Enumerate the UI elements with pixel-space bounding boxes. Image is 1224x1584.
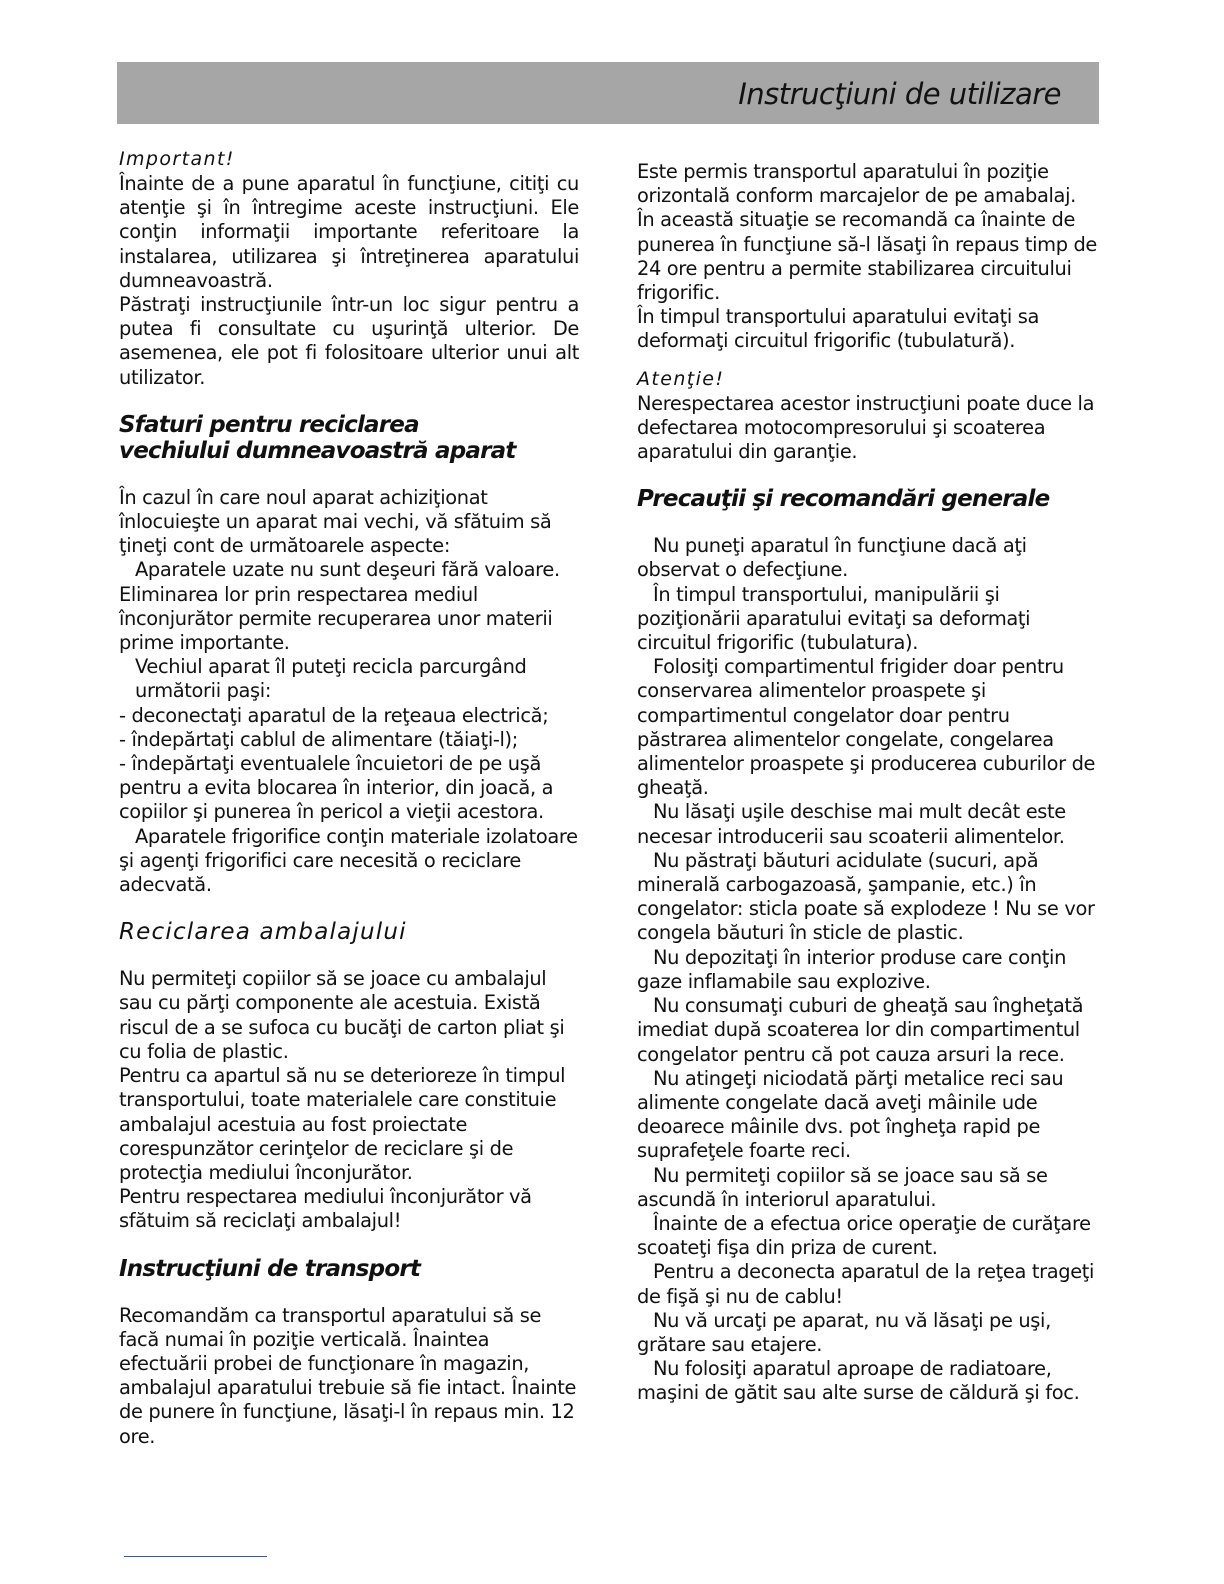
precaution-item: Nu păstraţi băuturi acidulate (sucuri, apă minerală carbogazoasă, şampanie, etc.) în congelator: sticla poate să explodeze ! Nu se vor congela băuturi în sticle de plastic. xyxy=(637,848,1095,945)
right-column xyxy=(637,160,1099,1406)
transport-paragraph-1: Recomandăm ca transportul aparatului să se facă numai în poziţie verticală. Înaintea efectuării probei de funcţionare în magazin, ambalajul aparatului trebuie să fie intact. Înainte de punere în funcţiune, lăsaţi-l în repaus min. 12 ore. xyxy=(119,1303,577,1448)
recycle-step-3: - îndepărtaţi eventualele încuietori de pe uşă pentru a evita blocarea în interior, din joacă, a copiilor şi punerea în pericol a vieţii acestora. xyxy=(119,752,554,824)
attention-paragraph: Nerespectarea acestor instrucţiuni poate duce la defectarea motocompresorului şi scoaterea aparatului din garanţie. xyxy=(637,391,1095,464)
recycle-step-1: - deconectaţi aparatul de la reţeaua electrică; xyxy=(119,703,549,727)
precaution-item: Nu depozitaţi în interior produse care conţin gaze inflamabile sau explozive. xyxy=(637,945,1067,993)
attention-heading: Atenţie! xyxy=(637,367,725,390)
recycle-paragraph-1: În cazul în care noul aparat achiziţionat înlocuieşte un aparat mai vechi, vă sfătuim să ţineţi cont de următoarele aspecte: xyxy=(119,485,552,558)
transport-paragraph-3: În timpul transportului aparatului evitaţi sa deformaţi circuitul frigorific (tubulatură). xyxy=(637,305,1040,353)
precaution-item: Nu lăsaţi uşile deschise mai mult decât este necesar introducerii sau scoaterii alimentelor. xyxy=(637,800,1066,848)
precaution-item: Nu vă urcaţi pe aparat, nu vă lăsaţi pe uşi, grătare sau etajere. xyxy=(637,1308,1051,1356)
recycle-heading: Sfaturi pentru reciclarea vechiului dumneavoastră aparat xyxy=(119,411,516,464)
recycle-step-2: - îndepărtaţi cablul de alimentare (tăiaţi-l); xyxy=(119,727,518,751)
packaging-paragraph-1: Nu permiteţi copiilor să se joace cu ambalajul sau cu părţi componente ale acestuia. Există riscul de a se sufoca cu bucăţi de carton pliat şi cu folia de plastic. xyxy=(119,967,565,1063)
precautions-heading: Precauţii şi recomandări generale xyxy=(637,486,1050,513)
recycle-paragraph-3: Eliminarea lor prin respectarea mediul înconjurător permite recuperarea unor materii prime importante. xyxy=(119,582,553,655)
important-heading: Important! xyxy=(119,148,235,170)
transport-paragraph-2: Este permis transportul aparatului în poziţie orizontală conform marcajelor de pe amabalaj. În această situaţie se recomandă ca înainte de punerea în funcţiune să-l lăsaţi în repaus timp de 24 ore pentru a permite stabilizarea circuitului frigorific. xyxy=(637,160,1098,305)
header-bar xyxy=(117,62,1099,124)
precaution-item: În timpul transportului, manipulării şi poziţionării aparatului evitaţi sa deformaţi circuitul frigorific (tubulatura). xyxy=(637,582,1031,655)
precaution-item: Nu consumaţi cuburi de gheaţă sau îngheţată imediat după scoaterea lor din compartimentul congelator pentru că pot cauza arsuri la rece. xyxy=(637,994,1084,1066)
precaution-item: Nu puneţi aparatul în funcţiune dacă aţi observat o defecţiune. xyxy=(637,534,1027,582)
precaution-item: Nu permiteţi copiilor să se joace sau să se ascundă în interiorul aparatului. xyxy=(637,1163,1048,1211)
precaution-item: Înainte de a efectua orice operaţie de curăţare scoateţi fişa din priza de curent. xyxy=(637,1211,1091,1260)
precaution-item: Folosiţi compartimentul frigider doar pentru conservarea alimentelor proaspete şi compartimentul congelator doar pentru păstrarea alimentelor congelate, congelarea alimentelor proaspete şi producerea cuburilor de gheaţă. xyxy=(637,655,1096,800)
packaging-paragraph-3: Pentru respectarea mediului înconjurător vă sfătuim să reciclaţi ambalajul! xyxy=(119,1185,532,1233)
packaging-paragraph-2: Pentru ca apartul să nu se deterioreze în timpul transportului, toate materialele care constituie ambalajul acestuia au fost proiectate corespunzător cerinţelor de reciclare şi de protecţia mediului înconjurător. xyxy=(119,1064,566,1184)
important-paragraph-1: Înainte de a pune aparatul în funcţiune, citiţi cu atenţie şi în întregime aceste instrucţiuni. Ele conţin informaţii importante referitoare la instalarea, utilizarea şi întreţinerea aparatului dumneavoastră. xyxy=(119,172,579,292)
precaution-item: Pentru a deconecta aparatul de la reţea trageţi de fişă şi nu de cablu! xyxy=(637,1260,1095,1308)
page-title: Instrucţiuni de utilizare xyxy=(738,77,1061,111)
recycle-paragraph-2: Aparatele uzate nu sunt deşeuri fără valoare. xyxy=(135,558,560,582)
precaution-item: Nu folosiţi aparatul aproape de radiatoare, maşini de gătit sau alte surse de căldură şi foc. xyxy=(637,1357,1080,1405)
precaution-item: Nu atingeţi niciodată părţi metalice reci sau alimente congelate dacă aveţi mâinile ude deoarece mâinile dvs. pot îngheţa rapid pe suprafeţele foarte reci. xyxy=(637,1066,1064,1163)
important-paragraph-2: Păstraţi instrucţiunile într-un loc sigur pentru a putea fi consultate cu uşurinţă ulterior. De asemenea, ele pot fi folositoare ulterior unui alt utilizator. xyxy=(119,293,579,389)
left-column xyxy=(119,146,579,1449)
transport-heading: Instrucţiuni de transport xyxy=(119,1255,421,1282)
packaging-heading: Reciclarea ambalajului xyxy=(119,919,407,946)
footnote-divider xyxy=(124,1556,267,1557)
recycle-paragraph-4: Vechiul aparat îl puteţi recicla parcurgând următorii paşi: xyxy=(135,655,527,703)
recycle-paragraph-5: Aparatele frigorifice conţin materiale izolatoare şi agenţi frigorifici care necesită o reciclare adecvată. xyxy=(119,824,578,897)
